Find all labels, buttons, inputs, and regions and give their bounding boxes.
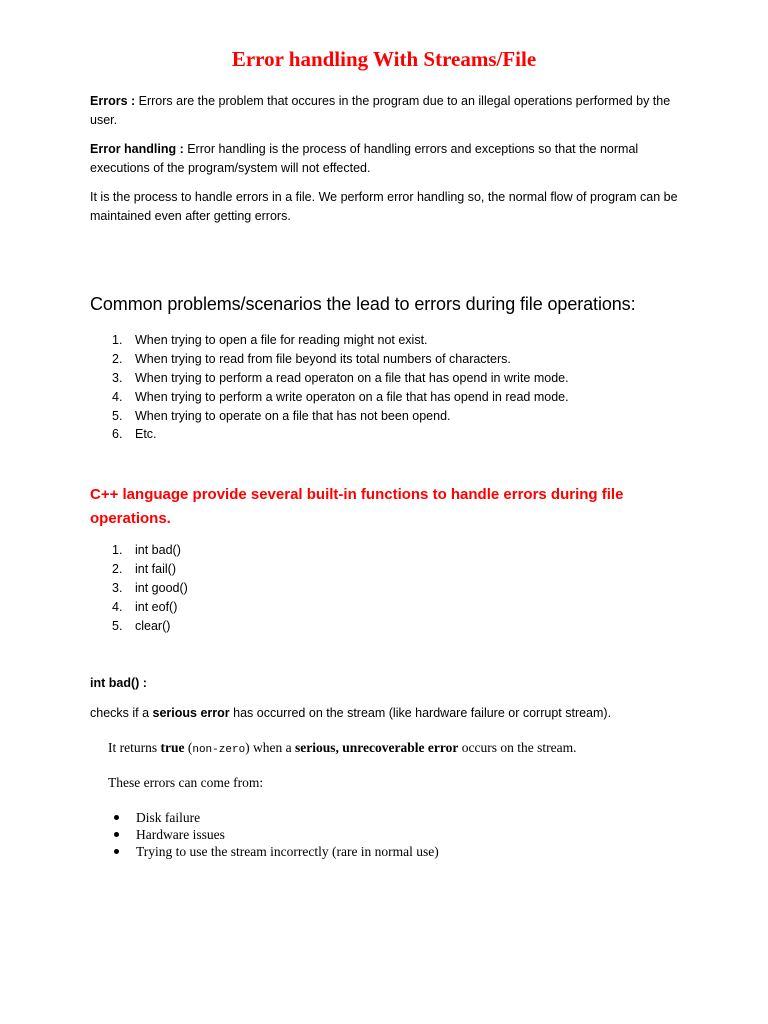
list-item (90, 541, 188, 560)
returns-true: true (160, 740, 185, 755)
list-number: 1. (112, 543, 123, 557)
errors-source-paragraph: These errors can come from: (108, 775, 264, 790)
list-text: Trying to use the stream incorrectly (rare in normal use) (136, 844, 439, 859)
bad-checks-paragraph (90, 704, 611, 723)
list-item (90, 331, 569, 350)
list-text: int bad() (135, 543, 181, 557)
scenarios-heading: Common problems/scenarios the lead to errors during file operations: (90, 294, 636, 314)
bullet-icon (114, 832, 119, 837)
errors-definition (90, 92, 685, 130)
checks-pre: checks if a (90, 706, 153, 720)
list-item (108, 826, 439, 843)
error-handling-text: Error handling is the process of handling errors and exceptions so that the normal executions of the program/system will not effected. (90, 142, 639, 175)
checks-post: has occurred on the stream (like hardware failure or corrupt stream). (229, 706, 612, 720)
list-text: clear() (135, 618, 171, 633)
error-handling-label: Error handling : (90, 142, 184, 156)
list-item (90, 598, 188, 617)
bullet-icon (114, 815, 119, 820)
list-number: 2. (112, 561, 123, 576)
list-number: 5. (112, 408, 123, 423)
returns-code: non-zero (192, 744, 246, 756)
list-number: 5. (112, 618, 123, 633)
list-number: 4. (112, 599, 123, 614)
bullet-icon (114, 849, 119, 854)
returns-paren-open: ( (184, 740, 193, 755)
list-text: Hardware issues (136, 827, 225, 842)
list-text: Disk failure (136, 810, 201, 825)
list-text: When trying to perform a read operaton on a file that has opend in write mode. (135, 370, 569, 385)
list-item (90, 425, 569, 444)
list-item (90, 407, 569, 426)
checks-bold: serious error (152, 706, 230, 720)
functions-heading: C++ language provide several built-in functions to handle errors during file operations. (90, 486, 624, 527)
list-text: When trying to perform a write operaton on a file that has opend in read mode. (135, 389, 569, 404)
functions-list (90, 541, 188, 635)
list-text: int eof() (135, 599, 178, 614)
list-text: Etc. (135, 427, 157, 442)
process-paragraph: It is the process to handle errors in a file. We perform error handling so, the normal flow of program can be maintained even after getting errors. (90, 190, 678, 223)
list-text: int good() (135, 580, 188, 595)
list-text: When trying to open a file for reading might not exist. (135, 333, 428, 347)
list-text: When trying to read from file beyond its total numbers of characters. (135, 351, 511, 366)
list-item (90, 369, 569, 388)
list-item (90, 388, 569, 407)
error-sources-list (108, 809, 439, 860)
errors-label: Errors : (90, 94, 136, 108)
page-title: Error handling With Streams/File (231, 47, 537, 71)
list-number: 4. (112, 389, 123, 404)
returns-pre: It returns (108, 740, 161, 755)
list-number: 2. (112, 351, 123, 366)
list-number: 3. (112, 370, 123, 385)
scenarios-list (90, 331, 569, 444)
list-number: 6. (112, 427, 123, 442)
list-item (108, 843, 439, 860)
errors-text: Errors are the problem that occures in the program due to an illegal operations performed by the user. (90, 94, 671, 127)
list-item (108, 809, 439, 826)
list-number: 1. (112, 333, 123, 347)
list-text: When trying to operate on a file that has not been opend. (135, 408, 451, 423)
returns-bold: serious, unrecoverable error (295, 740, 459, 755)
error-handling-definition (90, 140, 685, 178)
bad-function-heading: int bad() : (90, 676, 147, 690)
returns-post: occurs on the stream. (458, 740, 577, 755)
list-item (90, 617, 188, 636)
returns-paren-close: ) when a (245, 740, 296, 755)
list-item (90, 350, 569, 369)
bad-returns-paragraph (108, 740, 576, 756)
list-item (90, 579, 188, 598)
list-number: 3. (112, 580, 123, 595)
list-text: int fail() (135, 561, 176, 576)
list-item (90, 560, 188, 579)
